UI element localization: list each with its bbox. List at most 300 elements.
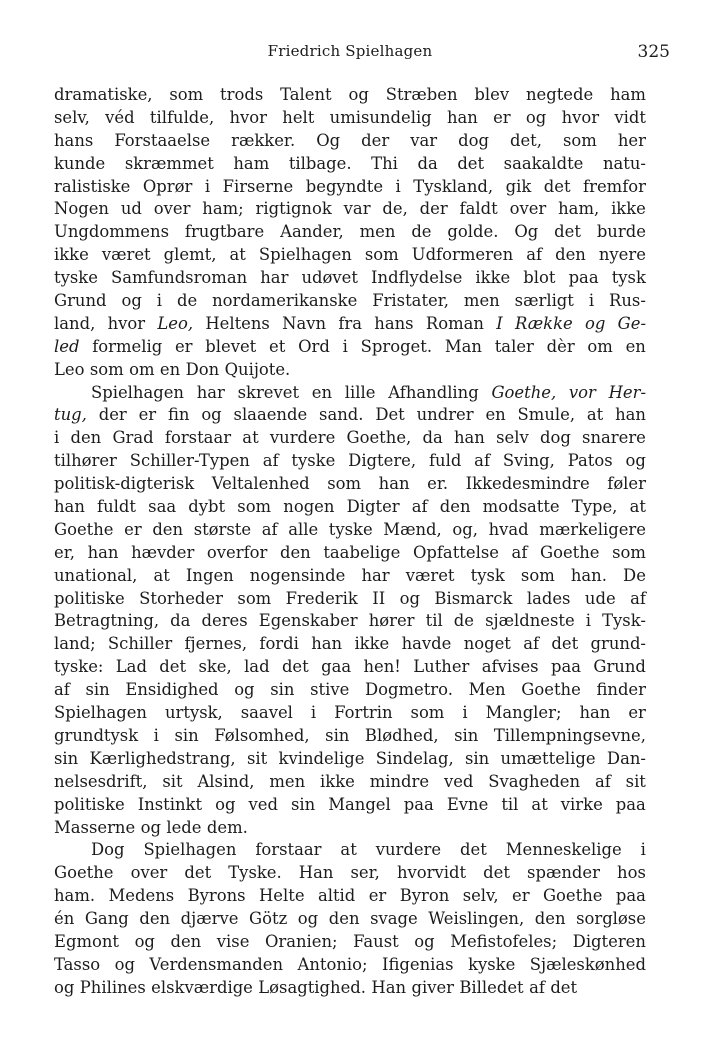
word: ikke (475, 268, 511, 288)
word: det (551, 634, 579, 654)
word: ude (584, 588, 616, 608)
word: det, (509, 130, 542, 150)
word: i (153, 725, 159, 745)
word: én (54, 909, 75, 929)
word: at (229, 245, 246, 265)
word: hører (368, 611, 415, 631)
word: der (361, 130, 390, 150)
word: og (234, 680, 255, 700)
word: land; (54, 634, 96, 654)
word: fuld (428, 451, 462, 471)
word: sit (625, 771, 646, 791)
word: Egmont (54, 931, 120, 951)
word: nyere (598, 245, 646, 265)
word: hans (374, 313, 414, 333)
word: dog (458, 130, 489, 150)
word: Leo, (157, 313, 194, 333)
word: nordamerikanske (212, 291, 358, 311)
text-line (54, 198, 646, 221)
word: og (134, 931, 155, 951)
text-line (54, 313, 646, 336)
word: Patos (567, 451, 613, 471)
word: Man (444, 336, 482, 356)
word: umættelige (500, 748, 596, 768)
word: Og (316, 130, 341, 150)
word: og (54, 977, 75, 997)
word: i (462, 703, 468, 723)
word: blev (474, 85, 510, 104)
word: som (237, 497, 272, 517)
word: tysk (611, 268, 646, 288)
word: Fortrin (334, 703, 393, 723)
word: burde (596, 222, 646, 242)
word: de (453, 611, 474, 631)
word: Navn (282, 313, 327, 333)
word: Dan- (606, 748, 646, 768)
word: dramatiske, (54, 85, 153, 104)
word: Goethe, (346, 428, 412, 448)
word: formelig (92, 336, 163, 356)
word: Ensidighed (125, 680, 219, 700)
word: Faust (353, 931, 399, 951)
word: udøvet (301, 268, 358, 288)
word: har (196, 382, 225, 402)
word: Billedet (459, 977, 524, 997)
word: der (419, 199, 448, 219)
word: Leo (54, 359, 85, 379)
word: grundtysk (54, 725, 139, 745)
text-line (54, 771, 646, 794)
word: det (159, 657, 187, 677)
word: politisk-digterisk (54, 474, 195, 494)
word: om (129, 359, 155, 379)
word: den (555, 245, 586, 265)
word: det (460, 840, 487, 860)
word: og, (452, 519, 478, 539)
word: Tyske. (228, 863, 282, 883)
word: djærve (180, 909, 239, 929)
word: Ingen (185, 565, 234, 585)
word: ser, (350, 863, 380, 883)
word: sin (325, 725, 350, 745)
word: som (327, 474, 362, 494)
word: har (361, 565, 390, 585)
word: sin (174, 725, 199, 745)
word: Evne (446, 794, 489, 814)
word: om (587, 336, 613, 356)
word: Betragtning, (54, 611, 160, 631)
word: det (184, 863, 212, 883)
word: finder (596, 680, 646, 700)
text-line (54, 382, 646, 405)
word: havde (401, 634, 452, 654)
word: en (485, 405, 506, 425)
word: nelsesdrift, (54, 771, 148, 791)
word: Og (514, 222, 539, 242)
word: er (138, 405, 157, 425)
word: Egenskaber (258, 611, 358, 631)
text-line (54, 794, 646, 817)
word: da (422, 428, 443, 448)
word: grund- (590, 634, 646, 654)
word: at (629, 497, 646, 517)
word: hvorvidt (396, 863, 467, 883)
word: det (550, 977, 578, 997)
word: noget (463, 634, 511, 654)
word: golde. (447, 222, 499, 242)
word: Samfundsroman (110, 268, 248, 288)
word: af (54, 680, 70, 700)
word: nogen (283, 497, 335, 517)
word: at (340, 840, 357, 860)
word: som (169, 85, 204, 104)
word: fin (167, 405, 190, 425)
word: af (511, 542, 528, 562)
word: I (496, 313, 503, 333)
word: nogensinde (249, 565, 346, 585)
word: ved (248, 794, 278, 814)
word: Stræben (385, 85, 458, 104)
word: han (378, 474, 410, 494)
word: hos (617, 863, 646, 883)
word: er (493, 107, 511, 127)
word: rækker. (231, 130, 296, 150)
word: Masserne (54, 817, 136, 837)
word: kyske (468, 954, 516, 974)
word: Ifigenias (382, 954, 454, 974)
word: Spielhagen (54, 703, 147, 723)
word: Aander, (280, 222, 344, 242)
text-line (54, 931, 646, 954)
word: af (526, 245, 543, 265)
word: Tillempningsevne, (493, 725, 646, 745)
word: i (585, 611, 592, 631)
word: Storheder (139, 588, 223, 608)
word: politiske (54, 588, 125, 608)
text-line (54, 153, 646, 176)
word: ham, (558, 199, 600, 219)
word: det (554, 222, 581, 242)
word: det (457, 153, 485, 173)
word: sand. (319, 405, 364, 425)
word: overfor (206, 542, 268, 562)
word: ikke (354, 634, 390, 654)
word: hvor (561, 107, 600, 127)
page-number: 325 (637, 42, 670, 62)
word: politiske (54, 794, 125, 814)
word: en (311, 382, 333, 402)
word: Veltalenhed (211, 474, 310, 494)
word: umisundelig (329, 107, 432, 127)
word: ud (120, 199, 142, 219)
word: den (279, 542, 311, 562)
word: Sjæleskønhed (529, 954, 646, 974)
word: Digtere, (348, 451, 417, 471)
word: ham (233, 153, 270, 173)
word: gik (505, 176, 532, 196)
word: undrer (416, 405, 474, 425)
word: Digteren (572, 931, 646, 951)
word: tyske: (54, 657, 104, 677)
word: begyndte (305, 176, 384, 196)
text-line (54, 336, 646, 359)
word: af (523, 634, 540, 654)
word: Følsomhed, (214, 725, 310, 745)
word: hen! (363, 657, 401, 677)
word: Instinkt (137, 794, 203, 814)
text-line (54, 885, 646, 908)
text-line (54, 610, 646, 633)
word: faldt (459, 199, 498, 219)
word: sin (54, 748, 79, 768)
word: sit (162, 771, 183, 791)
word: Philines (79, 977, 146, 997)
word: og (348, 85, 369, 104)
word: unational, (54, 565, 138, 585)
word: Spielhagen (91, 382, 184, 402)
word: som (562, 130, 597, 150)
word: Sproget. (360, 336, 433, 356)
word: Ge- (617, 313, 646, 333)
word: sin (290, 794, 316, 814)
word: paa (403, 794, 434, 814)
word: han (446, 107, 478, 127)
word: Heltens (205, 313, 270, 333)
word: Goethe (521, 680, 581, 700)
word: ikke (54, 245, 89, 265)
word: Goethe (54, 863, 114, 883)
word: Goethe (54, 519, 114, 539)
word: som (89, 359, 124, 379)
word: Udformeren (411, 245, 514, 265)
word: Ikkedesmindre (465, 474, 590, 494)
word: og (525, 107, 547, 127)
word: Ord (298, 336, 330, 356)
word: den (70, 428, 102, 448)
word: saavel (240, 703, 293, 723)
word: dem. (206, 817, 248, 837)
word: var (343, 199, 371, 219)
word: og (625, 451, 646, 471)
text-line (54, 977, 646, 1000)
word: fuldt (97, 497, 136, 517)
word: sin (270, 680, 295, 700)
word: Men (468, 680, 506, 700)
word: saa (148, 497, 177, 517)
word: den (170, 931, 202, 951)
word: selv, (462, 886, 499, 906)
text-line (54, 107, 646, 130)
word: Her- (608, 382, 646, 402)
word: Alsind, (197, 771, 255, 791)
word: De (623, 565, 646, 585)
word: alle (288, 519, 319, 539)
word: han (615, 405, 646, 425)
word: Goethe, (491, 382, 557, 402)
word: mærkeligere (539, 519, 646, 539)
word: Mangel (328, 794, 391, 814)
word: til (425, 611, 443, 631)
word: hvor (229, 107, 268, 127)
word: stive (310, 680, 350, 700)
word: paa (550, 657, 582, 677)
word: Dog (91, 840, 125, 860)
word: Helte (259, 886, 305, 906)
text-line (54, 267, 646, 290)
word: Spielhagen (143, 840, 237, 860)
word: Sving, (502, 451, 555, 471)
word: her (617, 130, 646, 150)
word: da (170, 611, 191, 631)
word: Byron (399, 886, 450, 906)
word: den (139, 909, 171, 929)
word: over (130, 863, 168, 883)
text-line (54, 359, 646, 382)
word: Mangler; (485, 703, 562, 723)
word: og (297, 909, 319, 929)
word: i (588, 291, 595, 311)
word: Tysk- (602, 611, 646, 631)
running-header-title: Friedrich Spielhagen (267, 42, 433, 60)
word: vurdere (375, 840, 442, 860)
word: Ungdommens (54, 222, 169, 242)
word: virke (560, 794, 603, 814)
text-line (54, 519, 646, 542)
word: som (364, 245, 399, 265)
word: Goethe (542, 886, 603, 906)
word: af (594, 771, 611, 791)
word: særligt (514, 291, 574, 311)
word: trods (220, 85, 264, 104)
word: gaa (321, 657, 352, 677)
word: blot (523, 268, 556, 288)
word: at (153, 565, 170, 585)
word: glemt, (163, 245, 217, 265)
text-line (54, 633, 646, 656)
word: Frederik (285, 588, 358, 608)
word: hævder (131, 542, 195, 562)
word: i (395, 176, 401, 196)
word: saakaldte (503, 153, 584, 173)
word: været (405, 565, 455, 585)
word: fremfor (583, 176, 646, 196)
word: ved (443, 771, 474, 791)
word: lades (526, 588, 571, 608)
word: paa (615, 794, 646, 814)
word: helt (282, 107, 315, 127)
word: dybt (188, 497, 226, 517)
word: ham (610, 85, 646, 104)
text-line (54, 473, 646, 496)
word: en (159, 359, 181, 379)
word: sorgløse (576, 909, 646, 929)
word: sin (454, 725, 479, 745)
word: Talent (280, 85, 332, 104)
word: i (54, 428, 60, 448)
word: Han (298, 863, 334, 883)
word: giver (411, 977, 454, 997)
word: af (411, 497, 428, 517)
word: ham. (54, 886, 96, 906)
text-line (54, 748, 646, 771)
word: snarere (582, 428, 646, 448)
word: er (124, 519, 142, 539)
word: og (114, 954, 135, 974)
word: vidt (614, 107, 646, 127)
word: den (534, 909, 566, 929)
word: Type, (571, 497, 618, 517)
text-line (54, 84, 646, 107)
text-line (54, 908, 646, 931)
word: tilfulde, (149, 107, 215, 127)
word: vurdere (269, 428, 336, 448)
word: taler (494, 336, 534, 356)
word: svage (370, 909, 418, 929)
word: Götz (249, 909, 288, 929)
word: Grad (112, 428, 154, 448)
word: i (204, 176, 211, 196)
word: elskværdige (151, 977, 253, 997)
word: sit (246, 748, 268, 768)
word: han (87, 542, 119, 562)
word: fjernes, (184, 634, 248, 654)
word: rigtignok (255, 199, 332, 219)
word: en (625, 336, 646, 356)
word: Don (185, 359, 220, 379)
word: over (509, 199, 547, 219)
word: et (269, 336, 286, 356)
word: modsatte (482, 497, 560, 517)
word: som (520, 565, 555, 585)
word: Forstaaelse (114, 130, 211, 150)
word: Luther (413, 657, 470, 677)
word: selv (496, 428, 529, 448)
word: Oranien; (264, 931, 338, 951)
word: mindre (369, 771, 430, 791)
word: er (368, 886, 387, 906)
word: Spielhagen (258, 245, 352, 265)
word: i (156, 291, 163, 311)
word: véd (105, 107, 135, 127)
word: til (501, 794, 519, 814)
word: den (328, 909, 360, 929)
word: spænder (527, 863, 600, 883)
word: at (586, 405, 604, 425)
text-line (54, 817, 646, 840)
text-line (54, 725, 646, 748)
word: Mefistofeles; (450, 931, 558, 951)
word: lad (244, 657, 270, 677)
word: sin (464, 748, 490, 768)
word: Smule, (517, 405, 576, 425)
word: men (269, 771, 306, 791)
word: han (453, 428, 485, 448)
word: i (640, 840, 646, 860)
word: af (261, 519, 278, 539)
text-line (54, 244, 646, 267)
word: men (463, 291, 500, 311)
text-line (54, 130, 646, 153)
word: forstaar (164, 428, 232, 448)
word: Sindelag, (375, 748, 454, 768)
word: Opfattelse (412, 542, 499, 562)
word: paa (615, 886, 646, 906)
word: Han (371, 977, 407, 997)
word: tyske (328, 519, 373, 539)
word: deres (201, 611, 248, 631)
word: Medens (108, 886, 175, 906)
word: tysk (470, 565, 505, 585)
